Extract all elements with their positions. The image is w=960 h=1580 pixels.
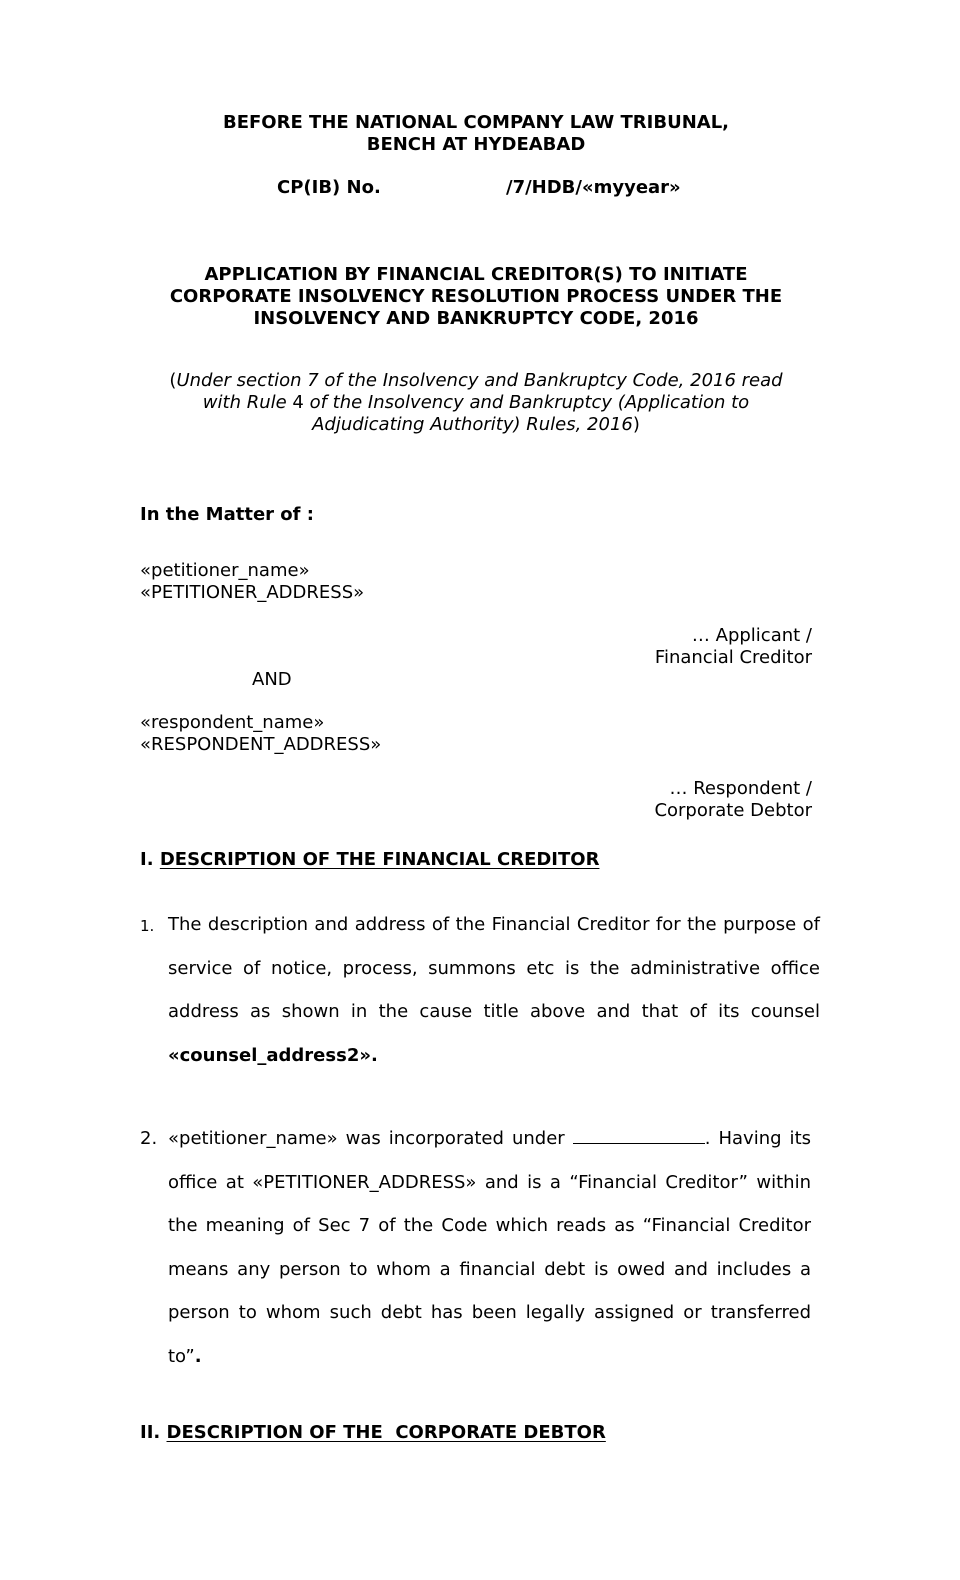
para-2-text-a: «petitioner_name» was incorporated under — [168, 1128, 573, 1149]
petitioner-block — [140, 560, 364, 604]
applicant-role — [655, 625, 812, 669]
court-line-2: BENCH AT HYDEABAD — [366, 134, 586, 155]
matter-heading: In the Matter of : — [140, 504, 314, 525]
subtitle-line-2a: with Rule — [202, 392, 293, 413]
title-line-3: INSOLVENCY AND BANKRUPTCY CODE, 2016 — [253, 308, 699, 329]
subtitle-line-1-text: Under section 7 of the Insolvency and Bankruptcy Code, 2016 read — [176, 370, 783, 391]
document-title — [140, 264, 812, 330]
para-2-text-b: . Having its office at «PETITIONER_ADDRESS» and is a “Financial Creditor” within the meaning of Sec 7 of the Code which reads as “Financial Creditor means any person to whom a financial debt is owed and includes a person to whom such debt has been legally assigned or transferred to” — [168, 1128, 811, 1367]
subtitle-close-paren: ) — [632, 414, 640, 435]
court-heading — [140, 112, 812, 156]
section-2-number: II. — [140, 1422, 161, 1443]
para-1-counsel-address: «counsel_address2». — [168, 1044, 378, 1066]
subtitle-line-3 — [140, 414, 812, 436]
respondent-role — [654, 778, 812, 822]
respondent-name: «respondent_name» — [140, 712, 325, 733]
subtitle-rule-number: 4 — [292, 392, 304, 413]
section-2-heading — [140, 1422, 606, 1443]
subtitle-line-1 — [140, 370, 812, 392]
applicant-role-line-1: … Applicant / — [691, 625, 812, 646]
and-separator: AND — [252, 669, 292, 690]
subtitle-line-2 — [140, 392, 812, 414]
section-2-title: DESCRIPTION OF THE CORPORATE DEBTOR — [166, 1422, 606, 1443]
respondent-address: «RESPONDENT_ADDRESS» — [140, 734, 382, 755]
section-1-heading — [140, 849, 599, 870]
respondent-role-line-1: … Respondent / — [669, 778, 812, 799]
para-2 — [168, 1117, 811, 1379]
respondent-block — [140, 712, 381, 756]
para-1-number: 1. — [140, 917, 155, 935]
para-2-number: 2. — [140, 1128, 158, 1149]
section-1-title: DESCRIPTION OF THE FINANCIAL CREDITOR — [159, 849, 600, 870]
case-number-label: CP(IB) No. — [277, 177, 381, 198]
incorporation-blank-line — [573, 1127, 705, 1144]
applicant-role-line-2: Financial Creditor — [654, 647, 812, 668]
respondent-role-line-2: Corporate Debtor — [654, 800, 812, 821]
para-2-tail: . — [194, 1345, 202, 1367]
case-number-value: /7/HDB/«myyear» — [506, 177, 681, 198]
para-1-text: The description and address of the Financial Creditor for the purpose of service of notice, process, summons etc is the administrative office address as shown in the cause title above and that of its counsel — [168, 914, 820, 1023]
title-line-2: CORPORATE INSOLVENCY RESOLUTION PROCESS UNDER THE — [169, 286, 783, 307]
section-1-number: I. — [140, 849, 154, 870]
subtitle-line-2b: of the Insolvency and Bankruptcy (Application to — [303, 392, 750, 413]
subtitle-line-3-text: Adjudicating Authority) Rules, 2016 — [312, 414, 633, 435]
petitioner-name: «petitioner_name» — [140, 560, 310, 581]
petitioner-address: «PETITIONER_ADDRESS» — [140, 582, 365, 603]
title-line-1: APPLICATION BY FINANCIAL CREDITOR(S) TO INITIATE — [204, 264, 748, 285]
subtitle-open-paren: ( — [169, 370, 177, 391]
court-line-1: BEFORE THE NATIONAL COMPANY LAW TRIBUNAL, — [223, 112, 729, 133]
para-1 — [168, 903, 820, 1077]
document-subtitle — [140, 370, 812, 436]
